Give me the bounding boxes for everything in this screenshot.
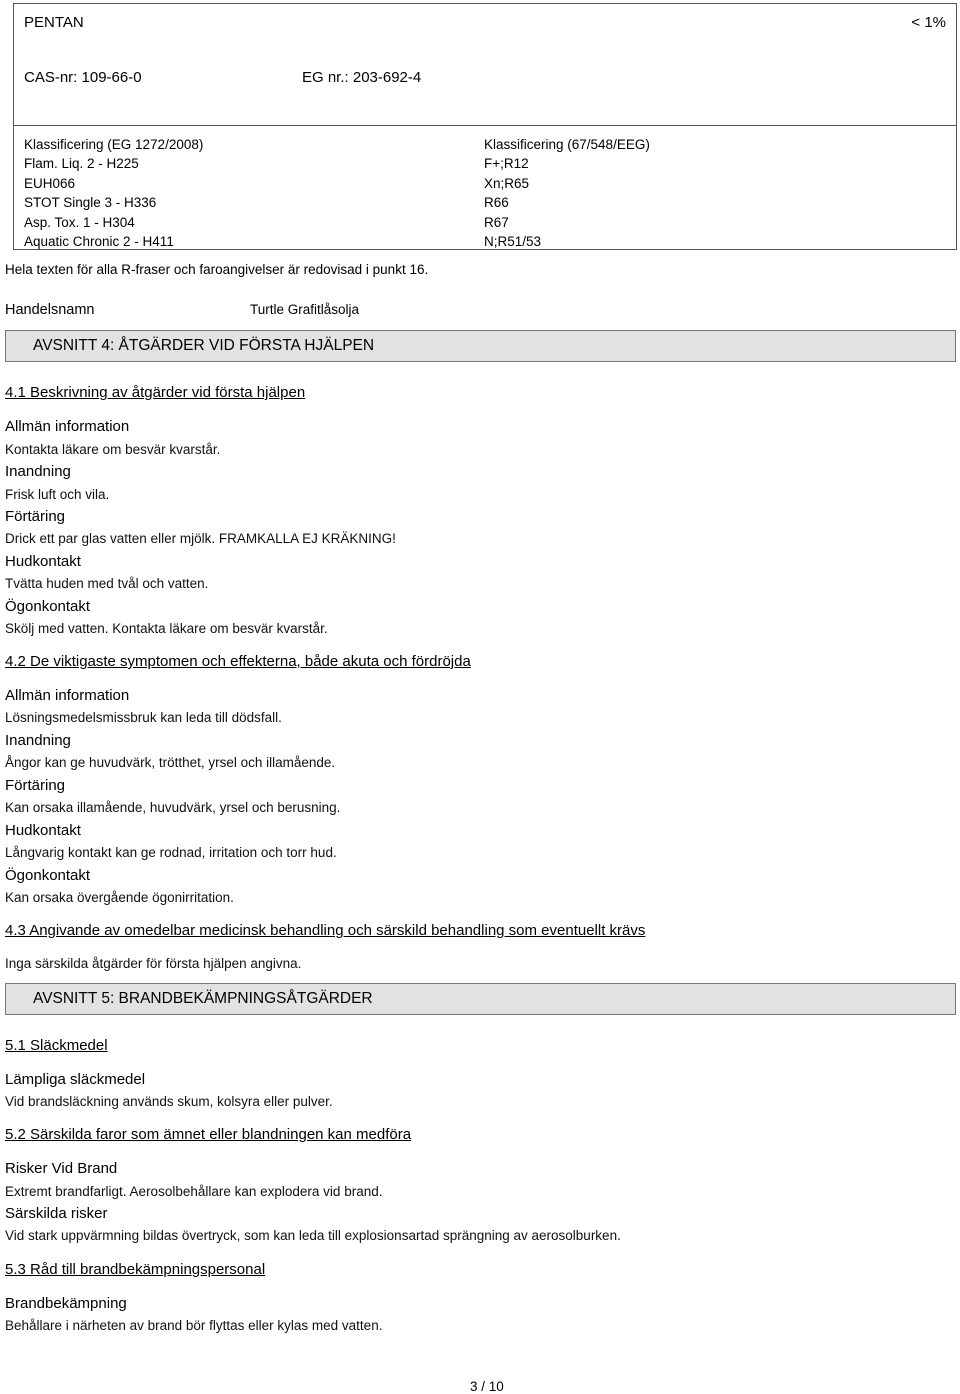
section-5-title: AVSNITT 5: BRANDBEKÄMPNINGSÅTGÄRDER (33, 990, 373, 1007)
item-text: Drick ett par glas vatten eller mjölk. FRAMKALLA EJ KRÄKNING! (5, 531, 396, 546)
item-heading: Allmän information (5, 418, 130, 435)
item-text: Långvarig kontakt kan ge rodnad, irritation och torr hud. (5, 845, 337, 860)
substance-box (13, 3, 957, 250)
item-heading: Förtäring (5, 508, 66, 525)
subsection-4-2-title: 4.2 De viktigaste symptomen och effekterna, både akuta och fördröjda (5, 653, 471, 670)
substance-concentration: < 1% (911, 14, 946, 31)
clp-line: Flam. Liq. 2 - H225 (24, 156, 139, 172)
cas-number: CAS-nr: 109-66-0 (24, 69, 142, 86)
item-heading: Risker Vid Brand (5, 1160, 118, 1177)
item-heading: Inandning (5, 463, 71, 480)
item-text: Kan orsaka illamående, huvudvärk, yrsel och berusning. (5, 800, 341, 815)
item-heading: Inandning (5, 732, 71, 749)
clp-line: Aquatic Chronic 2 - H411 (24, 234, 174, 250)
section-4-title: AVSNITT 4: ÅTGÄRDER VID FÖRSTA HJÄLPEN (33, 337, 375, 354)
subsection-5-1-title: 5.1 Släckmedel (5, 1037, 108, 1054)
item-heading: Brandbekämpning (5, 1295, 127, 1312)
dsd-line: R66 (484, 195, 509, 211)
item-heading: Särskilda risker (5, 1205, 108, 1222)
subsection-4-1-title: 4.1 Beskrivning av åtgärder vid första hjälpen (5, 384, 306, 401)
subsection-5-3-title: 5.3 Råd till brandbekämpningspersonal (5, 1261, 266, 1278)
item-heading: Hudkontakt (5, 553, 81, 570)
dsd-line: F+;R12 (484, 156, 529, 172)
subsection-4-3-title: 4.3 Angivande av omedelbar medicinsk behandling och särskild behandling som eventuellt krävs (5, 922, 646, 939)
item-text: Ångor kan ge huvudvärk, trötthet, yrsel och illamående. (5, 755, 336, 770)
item-text: Vid brandsläckning används skum, kolsyra eller pulver. (5, 1094, 333, 1109)
section-4-header (5, 330, 956, 362)
item-text: Behållare i närheten av brand bör flyttas eller kylas med vatten. (5, 1318, 383, 1333)
r-phrase-note: Hela texten för alla R-fraser och faroangivelser är redovisad i punkt 16. (5, 262, 429, 277)
trade-name-label: Handelsnamn (5, 302, 95, 318)
item-text: Kan orsaka övergående ögonirritation. (5, 890, 234, 905)
clp-classification (24, 135, 203, 251)
section-5-header (5, 983, 956, 1015)
item-heading: Hudkontakt (5, 822, 81, 839)
item-heading: Lämpliga släckmedel (5, 1071, 146, 1088)
ec-number: EG nr.: 203-692-4 (302, 69, 422, 86)
item-text: Frisk luft och vila. (5, 487, 110, 502)
dsd-line: Klassificering (67/548/EEG) (484, 137, 650, 152)
dsd-line: Xn;R65 (484, 175, 530, 191)
item-heading: Allmän information (5, 687, 130, 704)
clp-line: EUH066 (24, 175, 76, 191)
item-heading: Ögonkontakt (5, 867, 91, 884)
page-number: 3 / 10 (470, 1379, 504, 1394)
clp-line: STOT Single 3 - H336 (24, 195, 157, 211)
item-text: Vid stark uppvärmning bildas övertryck, som kan leda till explosionsartad sprängning av aerosolburken. (5, 1228, 621, 1243)
item-heading: Förtäring (5, 777, 66, 794)
dsd-line: R67 (484, 214, 509, 230)
substance-divider (14, 125, 956, 126)
dsd-line: N;R51/53 (484, 234, 542, 250)
item-text: Skölj med vatten. Kontakta läkare om besvär kvarstår. (5, 621, 328, 636)
item-heading: Ögonkontakt (5, 598, 91, 615)
trade-name-value: Turtle Grafitlåsolja (250, 302, 360, 317)
substance-name: PENTAN (24, 14, 84, 31)
item-text: Extremt brandfarligt. Aerosolbehållare kan explodera vid brand. (5, 1184, 383, 1199)
item-text: Inga särskilda åtgärder för första hjälpen angivna. (5, 956, 302, 971)
item-text: Tvätta huden med tvål och vatten. (5, 576, 209, 591)
clp-line: Klassificering (EG 1272/2008) (24, 137, 204, 152)
clp-line: Asp. Tox. 1 - H304 (24, 214, 135, 230)
subsection-5-2-title: 5.2 Särskilda faror som ämnet eller blandningen kan medföra (5, 1126, 412, 1143)
item-text: Lösningsmedelsmissbruk kan leda till dödsfall. (5, 710, 282, 725)
item-text: Kontakta läkare om besvär kvarstår. (5, 442, 221, 457)
dsd-classification (484, 135, 650, 251)
